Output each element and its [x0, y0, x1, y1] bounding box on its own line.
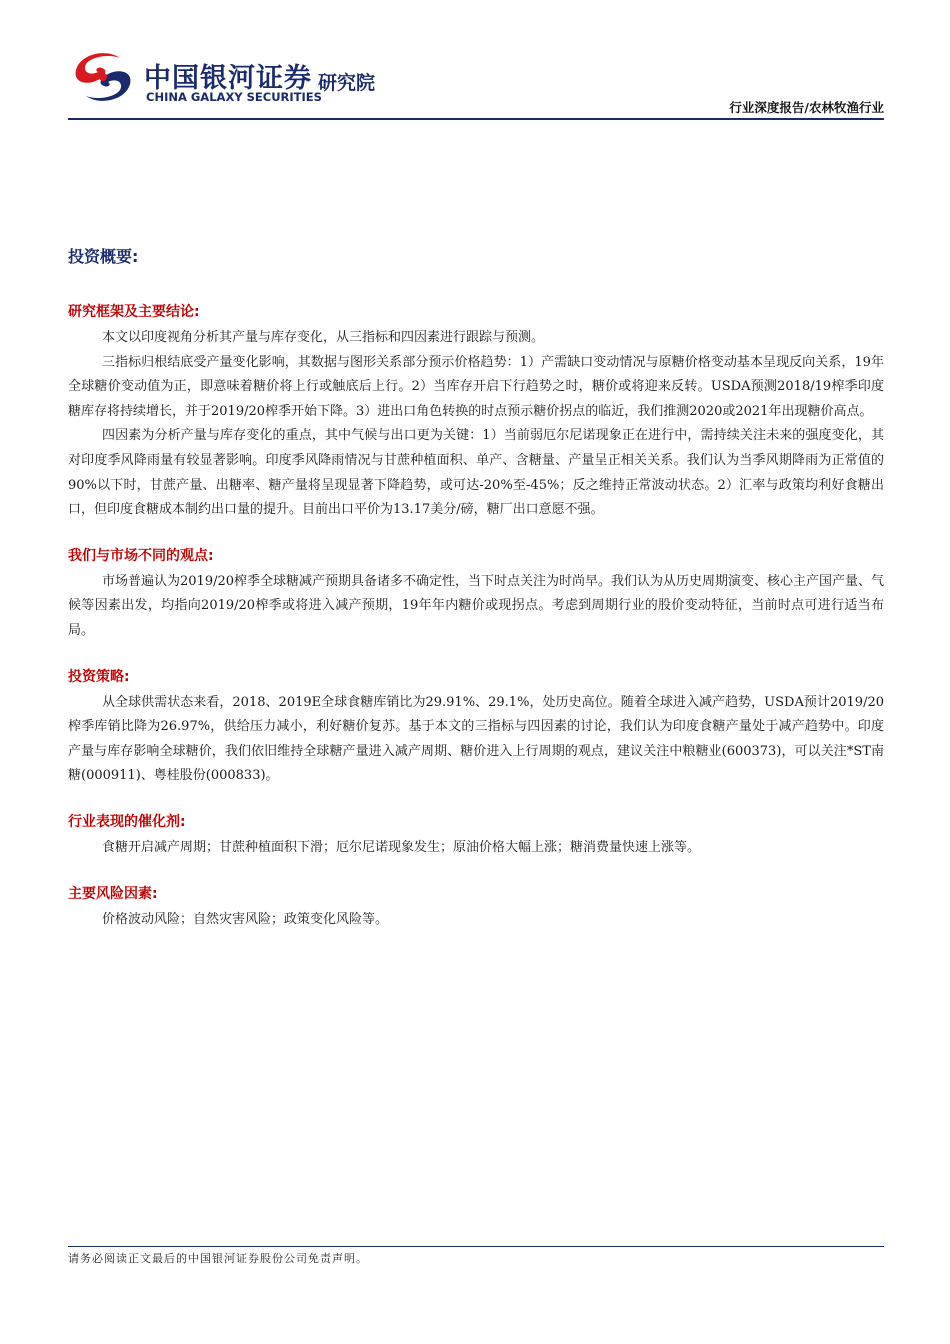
- header-divider: [68, 118, 884, 120]
- paragraph: 本文以印度视角分析其产量与库存变化，从三指标和四因素进行跟踪与预测。: [102, 330, 545, 345]
- section-different-view: [68, 545, 884, 644]
- paragraph: 三指标归根结底受产量变化影响，其数据与图形关系部分预示价格趋势：1）产需缺口变动情况与原糖价格变动基本呈现反向关系，19年全球糖价变动值为正，即意味着糖价将上行或触底后上行。2）当库存开启下行趋势之时，糖价或将迎来反转。USDA预测2018/19榨季印度糖库存将持续增长，并于2019/20榨季开始下降。3）进出口角色转换的时点预示糖价拐点的临近，我们推测2020或2021年出现糖价高点。: [68, 354, 884, 419]
- main-content: [68, 244, 884, 954]
- section-framework: [68, 301, 884, 523]
- paragraph: 市场普遍认为2019/20榨季全球糖减产预期具备诸多不确定性，当下时点关注为时尚早。我们认为从历史周期演变、核心主产国产量、气候等因素出发，均指向2019/20榨季或将进入减产预期，19年年内糖价或现拐点。考虑到周期行业的股价变动特征，当前时点可进行适当布局。: [68, 573, 885, 638]
- section-risks: [68, 883, 884, 933]
- paragraph: 四因素为分析产量与库存变化的重点，其中气候与出口更为关键：1）当前弱厄尔尼诺现象正在进行中，需持续关注未来的强度变化，其对印度季风降雨量有较显著影响。印度季风降雨情况与甘蔗种植面积、单产、含糖量、产量呈正相关关系。我们认为当季风期降雨为正常值的90%以下时，甘蔗产量、出糖率、糖产量将呈现显著下降趋势，或可达-20%至-45%；反之维持正常波动状态。2）汇率与政策均利好食糖出口，但印度食糖成本制约出口量的提升。目前出口平价为13.17美分/磅，糖厂出口意愿不强。: [68, 428, 884, 518]
- report-type: 行业深度报告/农林牧渔行业: [729, 100, 884, 115]
- page-header: [68, 50, 884, 120]
- paragraph: 从全球供需状态来看，2018、2019E全球食糖库销比为29.91%、29.1%，处历史高位。随着全球进入减产趋势，USDA预计2019/20榨季库销比降为26.97%，供给压力减小，利好糖价复苏。基于本文的三指标与四因素的讨论，我们认为印度食糖产量处于减产趋势中。印度产量与库存影响全球糖价，我们依旧维持全球糖产量进入减产周期、糖价进入上行周期的观点，建议关注中粮糖业(600373)，可以关注*ST南糖(000911)、粤桂股份(000833)。: [68, 694, 884, 784]
- section-strategy: [68, 666, 884, 789]
- paragraph: 食糖开启减产周期；甘蔗种植面积下滑；厄尔尼诺现象发生；原油价格大幅上涨；糖消费量快速上涨等。: [102, 839, 701, 855]
- footer-divider: [68, 1246, 884, 1247]
- footer-disclaimer: 请务必阅读正文最后的中国银河证券股份公司免责声明。: [68, 1252, 368, 1265]
- section-title: 行业表现的催化剂:: [68, 813, 186, 830]
- section-title: 主要风险因素:: [68, 885, 158, 902]
- summary-title: 投资概要:: [68, 247, 139, 266]
- institute-label: 研究院: [318, 72, 376, 94]
- brand-name-cn: 中国银河证券: [144, 63, 312, 94]
- section-catalysts: [68, 811, 884, 861]
- section-title: 研究框架及主要结论:: [68, 304, 200, 320]
- paragraph: 价格波动风险；自然灾害风险；政策变化风险等。: [102, 911, 389, 927]
- section-title: 我们与市场不同的观点:: [68, 547, 214, 564]
- brand-name-en: CHINA GALAXY SECURITIES: [146, 90, 322, 104]
- galaxy-logo-icon: [68, 50, 138, 104]
- section-title: 投资策略:: [68, 668, 130, 685]
